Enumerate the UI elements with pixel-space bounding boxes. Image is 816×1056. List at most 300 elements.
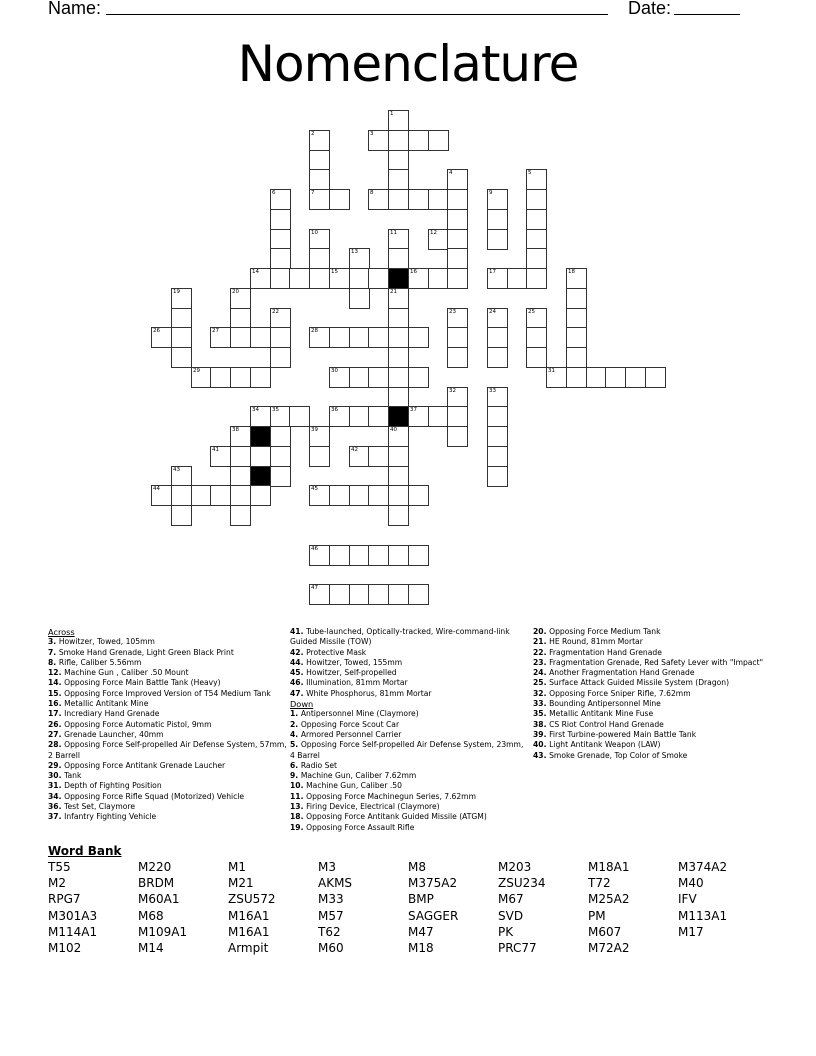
crossword-cell[interactable] <box>309 268 330 289</box>
clue-number: 31. <box>48 781 65 791</box>
clue-number: 20. <box>533 627 550 636</box>
crossword-cell[interactable] <box>309 229 330 250</box>
crossword-cell[interactable] <box>428 406 449 427</box>
crossword-cell[interactable] <box>447 347 468 368</box>
across-clue <box>290 648 530 658</box>
crossword-cell[interactable] <box>368 268 389 289</box>
clue-text: Tube-launched, Optically-tracked, Wire-command-link Guided Missile (TOW) <box>290 627 510 647</box>
crossword-cell[interactable] <box>329 545 350 566</box>
crossword-cell[interactable] <box>447 189 468 210</box>
clue-number: 41 <box>212 447 219 453</box>
crossword-cell[interactable] <box>171 288 192 309</box>
crossword-cell[interactable] <box>388 505 409 526</box>
crossword-cell[interactable] <box>368 584 389 605</box>
crossword-cell[interactable] <box>428 189 449 210</box>
across-clue <box>290 678 530 688</box>
clue-number: 47 <box>311 585 318 591</box>
crossword-cell[interactable] <box>329 485 350 506</box>
clue-number: 37 <box>410 407 417 413</box>
crossword-cell[interactable] <box>487 189 508 210</box>
down-clue <box>533 730 773 740</box>
crossword-cell[interactable] <box>349 268 370 289</box>
crossword-cell[interactable] <box>408 189 429 210</box>
crossword-cell[interactable] <box>388 189 409 210</box>
black-square <box>388 268 409 289</box>
word-bank-item: M16A1 <box>228 924 270 939</box>
crossword-cell[interactable] <box>270 446 291 467</box>
crossword-cell[interactable] <box>388 387 409 408</box>
crossword-cell[interactable] <box>447 406 468 427</box>
crossword-cell[interactable] <box>388 367 409 388</box>
word-bank-item: ZSU234 <box>498 876 546 891</box>
crossword-cell[interactable] <box>250 268 271 289</box>
word-bank-item: M21 <box>228 876 254 891</box>
crossword-cell[interactable] <box>368 130 389 151</box>
crossword-cell[interactable] <box>447 229 468 250</box>
down-clue <box>533 689 773 699</box>
crossword-cell[interactable] <box>368 406 389 427</box>
clue-number: 45. <box>290 668 307 678</box>
across-clue <box>48 720 288 730</box>
crossword-cell[interactable] <box>329 268 350 289</box>
crossword-cell[interactable] <box>270 466 291 487</box>
crossword-cell[interactable] <box>151 485 172 506</box>
crossword-cell[interactable] <box>388 130 409 151</box>
crossword-cell[interactable] <box>230 466 251 487</box>
clue-text: Tank <box>64 771 82 781</box>
crossword-cell[interactable] <box>526 308 547 329</box>
crossword-cell[interactable] <box>309 426 330 447</box>
word-bank-item: M220 <box>138 860 172 874</box>
crossword-cell[interactable] <box>349 485 370 506</box>
across-clue <box>290 627 530 648</box>
clue-number: 24 <box>489 309 496 315</box>
crossword-cell[interactable] <box>230 505 251 526</box>
clue-number: 39 <box>311 427 318 433</box>
word-bank-item: M109A1 <box>138 924 188 939</box>
crossword-cell[interactable] <box>447 268 468 289</box>
crossword-cell[interactable] <box>408 130 429 151</box>
crossword-cell[interactable] <box>171 505 192 526</box>
crossword-cell[interactable] <box>408 584 429 605</box>
crossword-cell[interactable] <box>526 189 547 210</box>
down-clue <box>290 812 530 822</box>
clue-text: Metallic Antitank Mine Fuse <box>549 709 654 719</box>
crossword-cell[interactable] <box>210 446 231 467</box>
crossword-cell[interactable] <box>368 446 389 467</box>
clue-number: 43 <box>173 467 180 473</box>
crossword-cell[interactable] <box>487 426 508 447</box>
crossword-cell[interactable] <box>230 485 251 506</box>
clue-number: 5 <box>528 170 532 176</box>
down-clue <box>533 668 773 678</box>
clue-number: 22. <box>533 647 550 657</box>
word-bank-list <box>48 859 768 956</box>
crossword-cell[interactable] <box>368 367 389 388</box>
clue-number: 1 <box>390 111 394 117</box>
clue-text: Opposing Force Rifle Squad (Motorized) Vehicle <box>64 791 245 801</box>
crossword-cell[interactable] <box>270 189 291 210</box>
clue-text: HE Round, 81mm Mortar <box>549 637 643 647</box>
crossword-cell[interactable] <box>250 406 271 427</box>
across-clue <box>48 792 288 802</box>
crossword-cell[interactable] <box>487 308 508 329</box>
clue-number: 7 <box>311 190 315 196</box>
crossword-cell[interactable] <box>447 308 468 329</box>
crossword-cell[interactable] <box>526 248 547 269</box>
crossword-cell[interactable] <box>270 268 291 289</box>
crossword-cell[interactable] <box>210 327 231 348</box>
crossword-cell[interactable] <box>171 327 192 348</box>
clue-text: Armored Personnel Carrier <box>300 729 402 739</box>
crossword-cell[interactable] <box>368 485 389 506</box>
crossword-cell[interactable] <box>566 327 587 348</box>
crossword-cell[interactable] <box>526 347 547 368</box>
crossword-cell[interactable] <box>526 229 547 250</box>
across-clue <box>48 689 288 699</box>
crossword-cell[interactable] <box>368 327 389 348</box>
clue-number: 30. <box>48 771 65 781</box>
clue-number: 46 <box>311 546 318 552</box>
down-clue <box>290 720 530 730</box>
crossword-cell[interactable] <box>408 545 429 566</box>
clue-number: 42. <box>290 647 307 657</box>
crossword-cell[interactable] <box>250 485 271 506</box>
crossword-cell[interactable] <box>309 248 330 269</box>
crossword-cell[interactable] <box>270 248 291 269</box>
crossword-cell[interactable] <box>270 406 291 427</box>
crossword-cell[interactable] <box>566 288 587 309</box>
clue-number: 20 <box>232 289 239 295</box>
crossword-cell[interactable] <box>230 327 251 348</box>
crossword-cell[interactable] <box>329 189 350 210</box>
clue-text: Infantry Fighting Vehicle <box>64 812 157 822</box>
crossword-cell[interactable] <box>408 485 429 506</box>
crossword-cell[interactable] <box>329 406 350 427</box>
down-heading: Down <box>290 699 314 710</box>
crossword-cell[interactable] <box>487 347 508 368</box>
crossword-cell[interactable] <box>428 229 449 250</box>
crossword-cell[interactable] <box>447 209 468 230</box>
crossword-cell[interactable] <box>309 485 330 506</box>
crossword-cell[interactable] <box>546 367 567 388</box>
word-bank-item: M60 <box>318 941 344 956</box>
crossword-cell[interactable] <box>388 327 409 348</box>
word-bank-item: M14 <box>138 941 164 956</box>
crossword-cell[interactable] <box>230 367 251 388</box>
crossword-cell[interactable] <box>349 446 370 467</box>
crossword-cell[interactable] <box>526 169 547 190</box>
crossword-cell[interactable] <box>270 229 291 250</box>
crossword-cell[interactable] <box>388 485 409 506</box>
clue-text: Fragmentation Hand Grenade <box>549 647 662 657</box>
clue-text: Opposing Force Automatic Pistol, 9mm <box>64 719 212 729</box>
crossword-cell[interactable] <box>349 248 370 269</box>
clue-number: 36. <box>48 802 65 812</box>
clue-number: 35 <box>272 407 279 413</box>
clue-text: Opposing Force Self-propelled Air Defense System, 57mm, 2 Barrell <box>48 740 287 760</box>
crossword-cell[interactable] <box>388 426 409 447</box>
clue-number: 37. <box>48 812 65 822</box>
clue-number: 28. <box>48 740 65 750</box>
clue-text: Opposing Force Self-propelled Air Defense System, 23mm, 4 Barrel <box>290 740 524 760</box>
crossword-cell[interactable] <box>605 367 626 388</box>
crossword-cell[interactable] <box>309 130 330 151</box>
down-clue <box>290 771 530 781</box>
across-clue <box>290 689 530 699</box>
crossword-cell[interactable] <box>447 387 468 408</box>
word-bank-item: M57 <box>318 908 344 923</box>
clue-number: 35. <box>533 709 550 719</box>
across-clue <box>48 730 288 740</box>
clue-text: Opposing Force Scout Car <box>300 719 400 729</box>
crossword-cell[interactable] <box>368 189 389 210</box>
across-clue <box>48 699 288 709</box>
across-clue <box>48 648 288 658</box>
crossword-cell[interactable] <box>289 268 310 289</box>
crossword-cell[interactable] <box>270 327 291 348</box>
clue-number: 40 <box>390 427 397 433</box>
crossword-cell[interactable] <box>487 209 508 230</box>
down-clue <box>290 740 530 761</box>
crossword-cell[interactable] <box>309 584 330 605</box>
clue-text: Machine Gun, Caliber .50 <box>306 781 402 791</box>
word-bank-item: M68 <box>138 908 164 923</box>
clue-number: 42 <box>351 447 358 453</box>
clue-text: Opposing Force Machinegun Series, 7.62mm <box>306 791 476 801</box>
across-heading: Across <box>48 627 75 637</box>
crossword-cell[interactable] <box>507 268 528 289</box>
crossword-cell[interactable] <box>171 308 192 329</box>
clue-number: 29 <box>193 368 200 374</box>
crossword-cell[interactable] <box>270 209 291 230</box>
crossword-cell[interactable] <box>447 169 468 190</box>
crossword-cell[interactable] <box>388 308 409 329</box>
crossword-cell[interactable] <box>408 406 429 427</box>
crossword-cell[interactable] <box>230 288 251 309</box>
crossword-cell[interactable] <box>388 446 409 467</box>
crossword-cell[interactable] <box>487 327 508 348</box>
word-bank-item: M60A1 <box>138 892 180 907</box>
clue-number: 47. <box>290 688 307 698</box>
across-clue <box>48 668 288 678</box>
clue-number: 24. <box>533 668 550 678</box>
crossword-cell[interactable] <box>428 130 449 151</box>
clue-number: 10. <box>290 781 307 791</box>
word-bank-item: M102 <box>48 941 82 956</box>
clue-number: 16. <box>48 699 65 709</box>
clue-text: Howitzer, Towed, 155mm <box>306 657 403 667</box>
clue-number: 43. <box>533 750 550 760</box>
crossword-cell[interactable] <box>566 347 587 368</box>
clue-number: 25. <box>533 678 550 688</box>
crossword-cell[interactable] <box>309 446 330 467</box>
word-bank-item: M16A1 <box>228 908 270 923</box>
crossword-cell[interactable] <box>270 347 291 368</box>
word-bank-item: M114A1 <box>48 924 98 939</box>
word-bank-item: T55 <box>48 860 71 874</box>
crossword-cell[interactable] <box>230 308 251 329</box>
clue-number: 17 <box>489 269 496 275</box>
word-bank-item: AKMS <box>318 876 353 891</box>
crossword-cell[interactable] <box>151 327 172 348</box>
clue-number: 45 <box>311 486 318 492</box>
crossword-cell[interactable] <box>487 466 508 487</box>
crossword-cell[interactable] <box>349 406 370 427</box>
clue-number: 25 <box>528 309 535 315</box>
clue-text: CS Riot Control Hand Grenade <box>549 719 664 729</box>
crossword-cell[interactable] <box>270 426 291 447</box>
crossword-cell[interactable] <box>388 545 409 566</box>
crossword-cell[interactable] <box>388 150 409 171</box>
word-bank-item: PM <box>588 908 606 923</box>
crossword-cell[interactable] <box>526 327 547 348</box>
crossword-cell[interactable] <box>349 288 370 309</box>
clue-text: Incrediary Hand Grenade <box>64 709 160 719</box>
clue-number: 5. <box>290 740 301 750</box>
word-bank-item: M47 <box>408 924 434 939</box>
crossword-cell[interactable] <box>566 268 587 289</box>
clue-text: Opposing Force Sniper Rifle, 7.62mm <box>549 688 691 698</box>
clue-number: 34 <box>252 407 259 413</box>
crossword-cell[interactable] <box>487 268 508 289</box>
word-bank-item: M33 <box>318 892 344 907</box>
crossword-cell[interactable] <box>487 446 508 467</box>
down-clue <box>533 637 773 647</box>
crossword-cell[interactable] <box>388 110 409 131</box>
crossword-cell[interactable] <box>526 268 547 289</box>
crossword-cell[interactable] <box>309 189 330 210</box>
down-clue <box>533 720 773 730</box>
crossword-cell[interactable] <box>349 367 370 388</box>
word-bank-item: M17 <box>678 924 704 939</box>
crossword-cell[interactable] <box>329 367 350 388</box>
crossword-cell[interactable] <box>191 367 212 388</box>
clue-number: 40. <box>533 740 550 750</box>
crossword-cell[interactable] <box>171 466 192 487</box>
across-clue <box>290 658 530 668</box>
word-bank-item: PRC77 <box>498 941 537 956</box>
clue-number: 9 <box>489 190 493 196</box>
crossword-cell[interactable] <box>447 327 468 348</box>
crossword-cell[interactable] <box>368 545 389 566</box>
crossword-cell[interactable] <box>388 466 409 487</box>
clue-number: 1. <box>290 709 301 719</box>
crossword-cell[interactable] <box>250 367 271 388</box>
crossword-cell[interactable] <box>191 485 212 506</box>
down-clue <box>533 678 773 688</box>
crossword-cell[interactable] <box>447 426 468 447</box>
clues-column-2 <box>290 627 530 833</box>
clue-number: 4 <box>449 170 453 176</box>
clue-number: 11 <box>390 230 397 236</box>
clue-number: 6. <box>290 760 301 770</box>
clue-number: 14. <box>48 678 65 688</box>
down-clue <box>533 751 773 761</box>
word-bank-item: M113A1 <box>678 908 728 923</box>
crossword-cell[interactable] <box>388 248 409 269</box>
crossword-cell[interactable] <box>645 367 666 388</box>
word-bank-item: RPG7 <box>48 892 81 907</box>
crossword-cell[interactable] <box>447 248 468 269</box>
crossword-cell[interactable] <box>388 288 409 309</box>
crossword-cell[interactable] <box>309 327 330 348</box>
clue-number: 8 <box>370 190 374 196</box>
crossword-cell[interactable] <box>388 229 409 250</box>
clue-text: Radio Set <box>300 760 338 770</box>
crossword-cell[interactable] <box>566 367 587 388</box>
crossword-cell[interactable] <box>230 426 251 447</box>
clue-number: 8. <box>48 657 59 667</box>
crossword-cell[interactable] <box>487 387 508 408</box>
crossword-cell[interactable] <box>487 229 508 250</box>
word-bank-item: M18 <box>408 941 434 956</box>
clue-number: 12. <box>48 668 65 678</box>
crossword-cell[interactable] <box>388 347 409 368</box>
crossword-cell[interactable] <box>309 150 330 171</box>
crossword-cell[interactable] <box>487 406 508 427</box>
crossword-cell[interactable] <box>250 446 271 467</box>
crossword-cell[interactable] <box>289 406 310 427</box>
crossword-cell[interactable] <box>388 584 409 605</box>
clue-number: 38 <box>232 427 239 433</box>
crossword-cell[interactable] <box>270 308 291 329</box>
across-clue <box>48 658 288 668</box>
crossword-cell[interactable] <box>309 169 330 190</box>
crossword-cell[interactable] <box>210 485 231 506</box>
clue-number: 13 <box>351 249 358 255</box>
crossword-cell[interactable] <box>625 367 646 388</box>
clue-text: Fragmentation Grenade, Red Safety Lever with "Impact" <box>549 657 764 667</box>
crossword-cell[interactable] <box>408 268 429 289</box>
clue-number: 3 <box>370 131 374 137</box>
crossword-cell[interactable] <box>408 327 429 348</box>
across-clue <box>290 668 530 678</box>
crossword-cell[interactable] <box>349 584 370 605</box>
crossword-cell[interactable] <box>210 367 231 388</box>
word-bank-item: IFV <box>678 892 697 907</box>
crossword-cell[interactable] <box>329 584 350 605</box>
down-clue <box>533 658 773 668</box>
down-clue <box>290 761 530 771</box>
crossword-cell[interactable] <box>329 327 350 348</box>
word-bank-item: M72A2 <box>588 941 630 956</box>
crossword-cell[interactable] <box>349 327 370 348</box>
clue-number: 2. <box>290 719 301 729</box>
crossword-cell[interactable] <box>428 268 449 289</box>
clue-text: Depth of Fighting Position <box>64 781 162 791</box>
crossword-cell[interactable] <box>171 485 192 506</box>
word-bank-item: M301A3 <box>48 908 98 923</box>
clue-number: 12 <box>430 230 437 236</box>
crossword-cell[interactable] <box>566 308 587 329</box>
clue-number: 21. <box>533 637 550 647</box>
crossword-cell[interactable] <box>171 347 192 368</box>
clue-number: 19 <box>173 289 180 295</box>
crossword-cell[interactable] <box>586 367 607 388</box>
crossword-cell[interactable] <box>408 367 429 388</box>
clue-text: Surface Attack Guided Missile System (Dragon) <box>549 678 730 688</box>
crossword-cell[interactable] <box>250 327 271 348</box>
clue-text: Opposing Force Antitank Grenade Laucher <box>64 760 226 770</box>
word-bank-item: PK <box>498 924 514 939</box>
crossword-cell[interactable] <box>349 545 370 566</box>
crossword-cell[interactable] <box>230 446 251 467</box>
clue-number: 2 <box>311 131 315 137</box>
crossword-cell[interactable] <box>526 209 547 230</box>
crossword-cell[interactable] <box>309 545 330 566</box>
crossword-cell[interactable] <box>388 169 409 190</box>
